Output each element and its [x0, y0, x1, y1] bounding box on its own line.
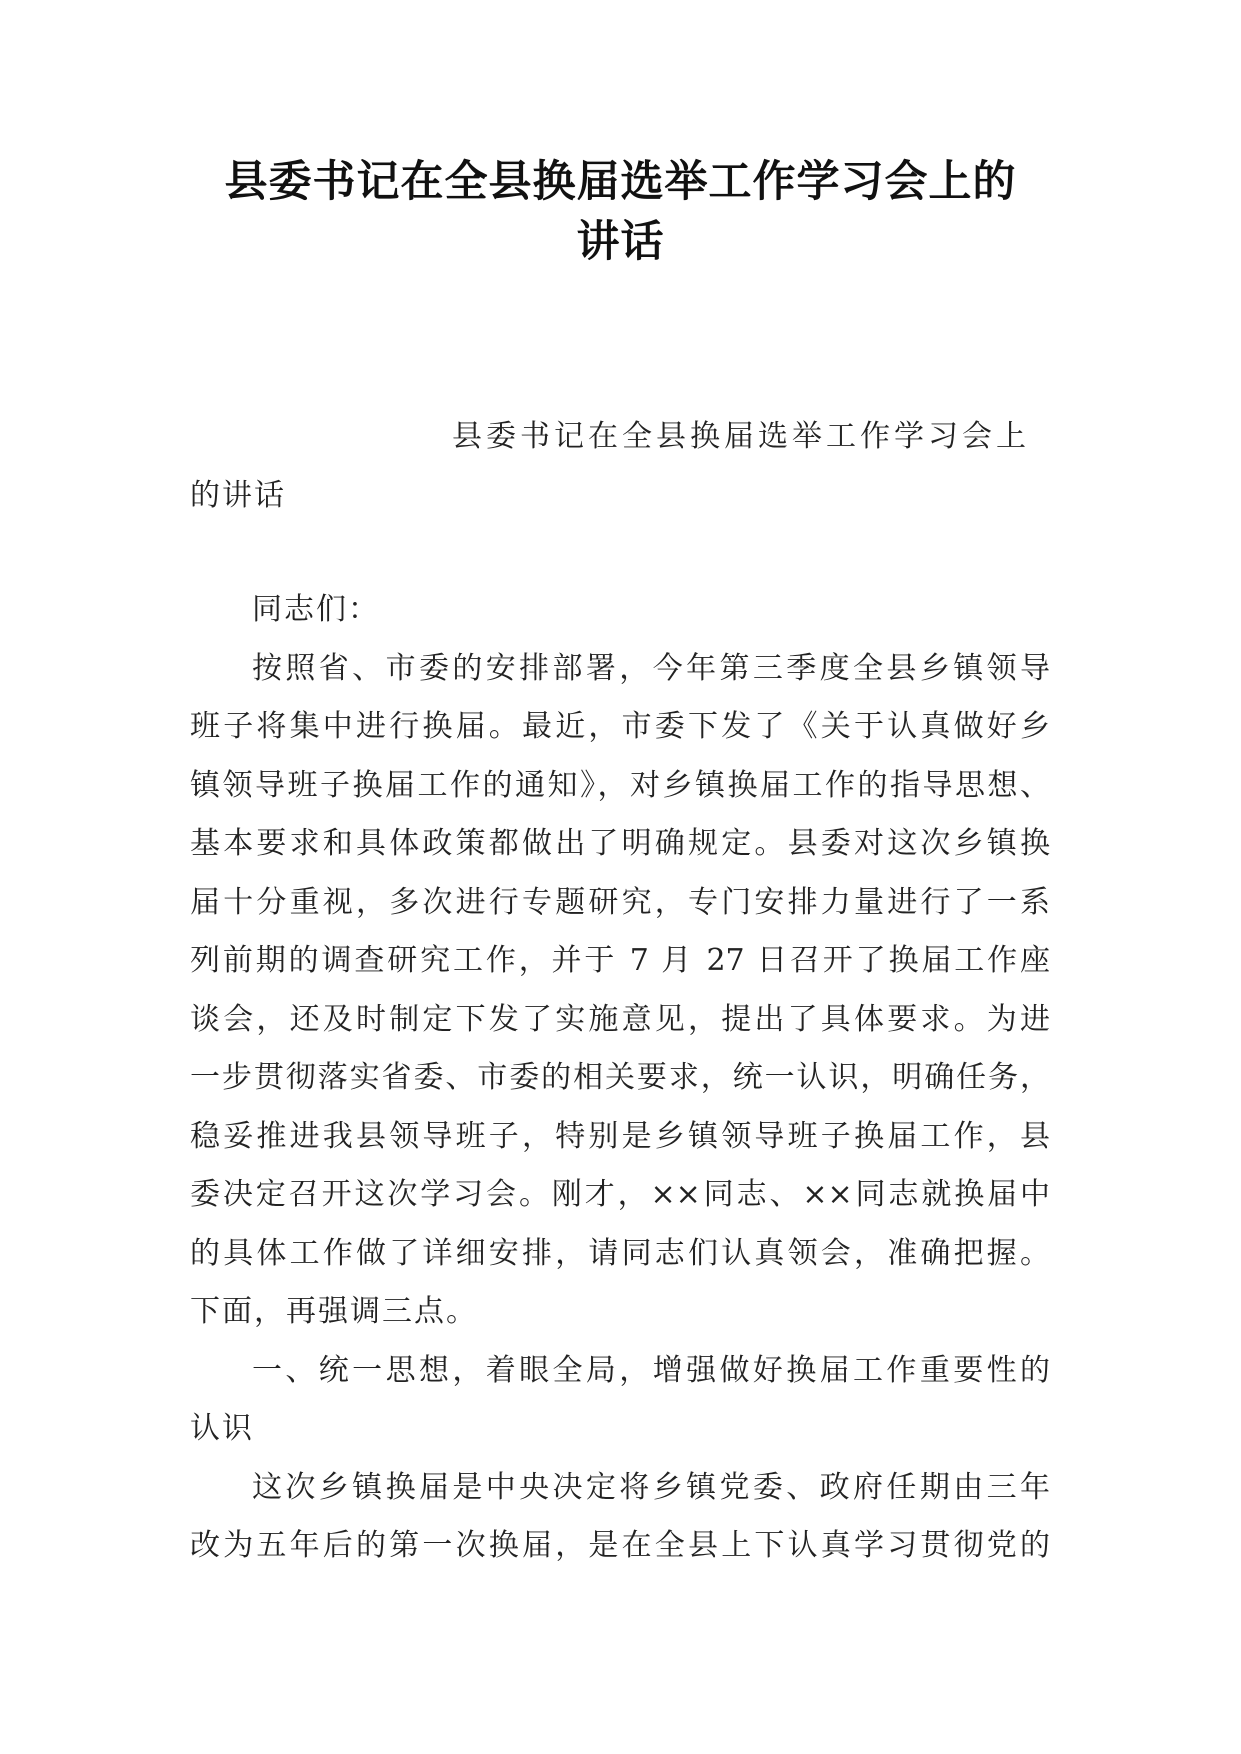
- paragraph-line: 的具体工作做了详细安排，请同志们认真领会，准确把握。: [190, 1236, 1050, 1271]
- paragraph-line: 一步贯彻落实省委、市委的相关要求，统一认识，明确任务，: [190, 1060, 1050, 1095]
- paragraph-line: 班子将集中进行换届。最近，市委下发了《关于认真做好乡: [190, 709, 1050, 744]
- salutation: 同志们：: [252, 592, 380, 627]
- document-title: [150, 152, 1091, 272]
- paragraph-line: 改为五年后的第一次换届，是在全县上下认真学习贯彻党的: [190, 1528, 1050, 1563]
- section-heading: 认识: [190, 1411, 254, 1446]
- section-heading: 一、统一思想，着眼全局，增强做好换届工作重要性的: [252, 1353, 1050, 1388]
- paragraph-line: 谈会，还及时制定下发了实施意见，提出了具体要求。为进: [190, 1002, 1050, 1037]
- paragraph-line: 按照省、市委的安排部署，今年第三季度全县乡镇领导: [252, 651, 1050, 686]
- paragraph-line: 基本要求和具体政策都做出了明确规定。县委对这次乡镇换: [190, 826, 1050, 861]
- paragraph-line: 镇领导班子换届工作的通知》，对乡镇换届工作的指导思想、: [190, 768, 1050, 803]
- title-line: 讲话: [576, 217, 665, 267]
- subtitle-line: 县委书记在全县换届选举工作学习会上: [452, 419, 1030, 454]
- paragraph-line: 列前期的调查研究工作，并于 7 月 27 日召开了换届工作座: [190, 943, 1050, 978]
- paragraph-line: 下面，再强调三点。: [190, 1294, 478, 1329]
- paragraph-line: 委决定召开这次学习会。刚才，××同志、××同志就换届中: [190, 1177, 1050, 1212]
- paragraph-line: 稳妥推进我县领导班子，特别是乡镇领导班子换届工作，县: [190, 1119, 1050, 1154]
- paragraph-line: 届十分重视，多次进行专题研究，专门安排力量进行了一系: [190, 885, 1050, 920]
- subtitle-line: 的讲话: [190, 478, 286, 513]
- title-line: 县委书记在全县换届选举工作学习会上的: [224, 157, 1017, 207]
- paragraph-line: 这次乡镇换届是中央决定将乡镇党委、政府任期由三年: [252, 1470, 1050, 1505]
